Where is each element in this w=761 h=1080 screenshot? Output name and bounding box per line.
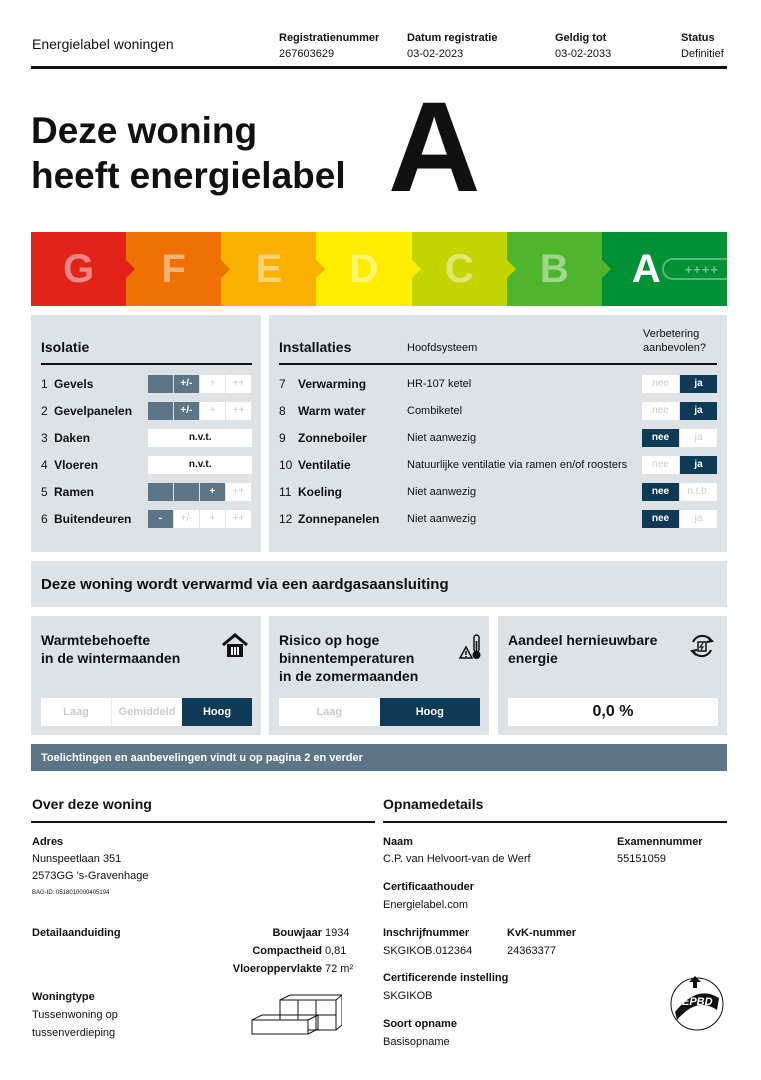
row-number: 2 <box>41 403 48 418</box>
plus-rating-pill: ++++ <box>662 258 727 280</box>
row-value: Combiketel <box>407 404 463 417</box>
improve-yes: ja <box>680 456 717 474</box>
scale-segment-C <box>412 232 507 306</box>
rating-cell <box>174 483 199 501</box>
house-heat-icon <box>221 632 249 665</box>
header-divider <box>31 66 727 69</box>
rating-cell: ++ <box>226 510 251 528</box>
row-number: 11 <box>279 484 292 499</box>
soort-label: Soort opname <box>383 1018 457 1030</box>
scale-letter-D: D <box>349 246 379 291</box>
installatie-row <box>279 478 717 505</box>
inschr-value: SKGIKOB.012364 <box>383 945 473 957</box>
improve-yes: ja <box>680 510 717 528</box>
row-number: 6 <box>41 511 48 526</box>
renewable-title: Aandeel hernieuwbare energie <box>508 632 658 666</box>
installaties-title: Installaties <box>279 339 352 355</box>
epbd-logo-text: EPBD <box>682 996 713 1008</box>
row-name: Gevels <box>54 376 94 391</box>
headline: Deze woning heeft energielabel <box>31 110 346 196</box>
scale-arrow <box>602 260 611 278</box>
row-value: Natuurlijke ventilatie via ramen en/of roosters <box>407 458 628 471</box>
installatie-row <box>279 505 717 532</box>
winter-level-bar <box>41 698 252 726</box>
winter-panel <box>31 616 261 735</box>
improve-no: nee <box>642 483 679 501</box>
improve-no: nee <box>642 510 679 528</box>
isolatie-title: Isolatie <box>41 339 90 355</box>
row-name: Koeling <box>298 484 342 499</box>
row-name: Zonnepanelen <box>298 511 380 526</box>
improve-no: nee <box>642 375 679 393</box>
isolatie-rows <box>41 370 252 532</box>
row-name: Warm water <box>298 403 366 418</box>
inschr-label: Inschrijfnummer <box>383 927 470 939</box>
installaties-divider <box>279 363 717 365</box>
valid-until: Geldig tot 03-02-2033 <box>555 32 612 60</box>
rating-cell: - <box>148 510 173 528</box>
row-number: 3 <box>41 430 48 445</box>
row-name: Ventilatie <box>298 457 351 472</box>
isolatie-row <box>41 397 252 424</box>
row-name: Gevelpanelen <box>54 403 133 418</box>
kvk-label: KvK-nummer <box>507 927 577 939</box>
scale-letter-C: C <box>444 246 474 291</box>
row-name: Verwarming <box>298 376 367 391</box>
improve-yes: ja <box>680 429 717 447</box>
improve-yes: ja <box>680 375 717 393</box>
row-number: 8 <box>279 403 286 418</box>
scale-segment-A <box>602 232 727 306</box>
address-line1: Nunspeetlaan 351 <box>32 853 122 865</box>
rating-cell: + <box>200 510 225 528</box>
scale-arrow <box>507 260 516 278</box>
scale-segment-F <box>126 232 221 306</box>
improve-no: nee <box>642 456 679 474</box>
scale-letter-E: E <box>255 246 283 291</box>
nvt-cell: n.v.t. <box>148 429 252 447</box>
cert-value: Energielabel.com <box>383 899 468 911</box>
rating-cell: ++ <box>226 402 251 420</box>
row-name: Daken <box>54 430 91 445</box>
vloer-value: 72 m² <box>325 963 354 975</box>
rating-cell: ++ <box>226 483 251 501</box>
rating-cell: +/- <box>174 375 199 393</box>
isolatie-row <box>41 370 252 397</box>
summer-panel <box>269 616 489 735</box>
info-banner: Toelichtingen en aanbevelingen vindt u op pagina 2 en verder <box>31 744 727 771</box>
document-title: Energielabel woningen <box>32 36 174 52</box>
installatie-row <box>279 370 717 397</box>
gas-connection-text: Deze woning wordt verwarmd via een aardgasaansluiting <box>41 575 449 593</box>
installatie-row <box>279 397 717 424</box>
scale-segment-D <box>316 232 411 306</box>
col-main-header: Hoofdsysteem <box>407 342 478 354</box>
opname-title: Opnamedetails <box>383 796 484 812</box>
registration-number: Registratienummer 267603629 <box>279 32 380 60</box>
address-label: Adres <box>32 836 64 848</box>
row-value: Niet aanwezig <box>407 431 477 444</box>
isolatie-panel <box>31 315 261 552</box>
row-name: Buitendeuren <box>54 511 132 526</box>
row-value: Niet aanwezig <box>407 512 477 525</box>
scale-segment-B <box>507 232 602 306</box>
isolatie-row <box>41 424 252 451</box>
installaties-panel <box>269 315 727 552</box>
type-label: Woningtype <box>32 991 95 1003</box>
status: Status Definitief <box>681 32 724 60</box>
improve-no: nee <box>642 429 679 447</box>
row-number: 12 <box>279 511 293 526</box>
rating-cell: +/- <box>174 402 199 420</box>
exam-value: 55151059 <box>617 853 666 865</box>
summer-title: Risico op hoge binnentemperaturen in de zomermaanden <box>279 632 419 684</box>
row-number: 1 <box>41 376 48 391</box>
exam-label: Examennummer <box>617 836 703 848</box>
soort-value: Basisopname <box>383 1036 450 1048</box>
naam-value: C.P. van Helvoort-van de Werf <box>383 853 531 865</box>
scale-segment-E <box>221 232 316 306</box>
renewable-panel <box>498 616 727 735</box>
row-value: HR-107 ketel <box>407 377 472 390</box>
scale-letter-F: F <box>161 246 186 291</box>
col-improve-header: Verbetering aanbevolen? <box>643 328 707 354</box>
renewable-value: 0,0 % <box>508 698 718 726</box>
bouwjaar-label: Bouwjaar <box>272 927 322 939</box>
rating-cell: ++ <box>226 375 251 393</box>
row-name: Vloeren <box>54 457 99 472</box>
level-hoog: Hoog <box>182 698 252 726</box>
summer-level-bar <box>279 698 480 726</box>
rating-cell <box>148 375 173 393</box>
isolatie-row <box>41 451 252 478</box>
nvt-cell: n.v.t. <box>148 456 252 474</box>
row-number: 7 <box>279 376 286 391</box>
kvk-value: 24363377 <box>507 945 556 957</box>
isolatie-divider <box>41 363 252 365</box>
building-type-icon <box>250 994 342 1045</box>
type-line2: tussenverdieping <box>32 1027 116 1039</box>
row-number: 5 <box>41 484 48 499</box>
row-number: 4 <box>41 457 48 472</box>
scale-letter-B: B <box>539 246 569 291</box>
inst-label: Certificerende instelling <box>383 972 509 984</box>
level-laag: Laag <box>279 698 380 726</box>
type-line1: Tussenwoning op <box>32 1009 118 1021</box>
opname-divider <box>383 821 727 823</box>
energy-label-letter: A <box>388 76 481 219</box>
rating-cell <box>148 402 173 420</box>
scale-arrow <box>221 260 230 278</box>
row-number: 10 <box>279 457 293 472</box>
level-hoog: Hoog <box>380 698 481 726</box>
isolatie-row <box>41 505 252 532</box>
installaties-rows <box>279 370 717 532</box>
renewable-cycle-icon <box>688 632 716 665</box>
naam-label: Naam <box>383 836 413 848</box>
vloer-label: Vloeroppervlakte <box>232 963 322 975</box>
rating-cell: + <box>200 402 225 420</box>
about-title: Over deze woning <box>32 796 152 812</box>
rating-cell: + <box>200 483 225 501</box>
row-value: Niet aanwezig <box>407 485 477 498</box>
improve-yes: n.t.b. <box>680 483 717 501</box>
row-number: 9 <box>279 430 286 445</box>
row-name: Ramen <box>54 484 95 499</box>
scale-arrow <box>412 260 421 278</box>
rating-cell: +/- <box>174 510 199 528</box>
energy-label-scale <box>31 232 727 306</box>
winter-title: Warmtebehoefte in de wintermaanden <box>41 632 181 666</box>
level-laag: Laag <box>41 698 111 726</box>
isolatie-row <box>41 478 252 505</box>
thermometer-warning-icon <box>459 632 483 667</box>
epbd-logo <box>667 974 727 1034</box>
cert-label: Certificaathouder <box>383 881 475 893</box>
scale-letter-G: G <box>63 246 95 291</box>
scale-letter-A: A <box>631 246 661 291</box>
about-divider <box>31 821 375 823</box>
bag-id: BAG-ID: 0518010000405194 <box>32 890 110 896</box>
rating-cell <box>148 483 173 501</box>
installatie-row <box>279 424 717 451</box>
scale-segment-G <box>31 232 126 306</box>
row-name: Zonneboiler <box>298 430 367 445</box>
address-line2: 2573GG 's-Gravenhage <box>32 870 149 882</box>
gas-connection-panel <box>31 561 727 607</box>
scale-arrow <box>316 260 325 278</box>
rating-cell: + <box>200 375 225 393</box>
scale-arrow <box>126 260 135 278</box>
level-gemiddeld: Gemiddeld <box>111 698 182 726</box>
compact-value: 0,81 <box>325 945 347 957</box>
compact-label: Compactheid <box>252 945 322 957</box>
detail-label: Detailaanduiding <box>32 927 121 939</box>
improve-yes: ja <box>680 402 717 420</box>
bouwjaar-value: 1934 <box>325 927 350 939</box>
inst-value: SKGIKOB <box>383 990 433 1002</box>
improve-no: nee <box>642 402 679 420</box>
registration-date: Datum registratie 03-02-2023 <box>407 32 498 60</box>
installatie-row <box>279 451 717 478</box>
